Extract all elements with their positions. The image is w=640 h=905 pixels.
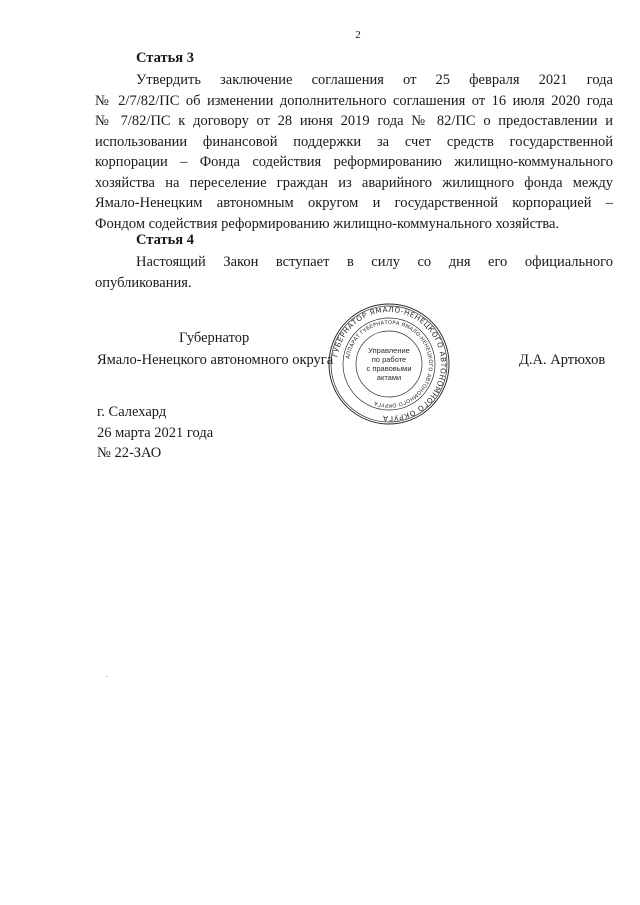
date: 26 марта 2021 года xyxy=(97,424,214,441)
article-4-line: опубликования. xyxy=(95,274,192,291)
article-3-text xyxy=(95,70,613,234)
place-date-block xyxy=(97,402,213,464)
seal-outer-text: ГУБЕРНАТОР ЯМАЛО-НЕНЕЦКОГО АВТОНОМНОГО ОКРУГА xyxy=(330,304,449,424)
signature-region: Ямало-Ненецкого автономного округа xyxy=(97,352,334,368)
signature-name: Д.А. Артюхов xyxy=(519,352,606,368)
article-4-title: Статья 4 xyxy=(136,232,194,248)
seal-center-line: Управление xyxy=(368,346,410,355)
article-3-line: использовании финансовой поддержки за счет средств государственной xyxy=(95,133,613,150)
seal-center-line: с правовыми xyxy=(366,364,412,373)
seal-center-line: актами xyxy=(376,373,402,382)
article-3-line: № 2/7/82/ПС об изменении дополнительного соглашения от 16 июля 2020 года xyxy=(95,92,613,109)
article-3-title: Статья 3 xyxy=(136,50,194,66)
scan-speck xyxy=(106,676,107,677)
law-number: № 22-ЗАО xyxy=(97,445,162,461)
page-number: 2 xyxy=(355,29,361,41)
article-3-line: хозяйства на переселение граждан из аварийного жилищного фонда между xyxy=(95,174,613,191)
article-3-line: № 7/82/ПС к договору от 28 июня 2019 года № 82/ПС о предоставлении и xyxy=(95,113,613,129)
article-3-line: Фондом содействия реформированию жилищно-коммунального хозяйства. xyxy=(95,215,560,232)
article-4-line: Настоящий Закон вступает в силу со дня его официального xyxy=(136,254,613,270)
seal-center-line: по работе xyxy=(371,355,407,364)
article-3-line: корпорации – Фонда содействия реформированию жилищно-коммунального xyxy=(95,154,613,170)
signature-title: Губернатор xyxy=(179,330,250,346)
seal-inner-text: АППАРАТ ГУБЕРНАТОРА ЯМАЛО-НЕНЕЦКОГО АВТОНОМНОГО ОКРУГА xyxy=(345,319,434,409)
article-3-line: Утвердить заключение соглашения от 25 февраля 2021 года xyxy=(136,72,613,88)
city: г. Салехард xyxy=(97,404,167,420)
official-seal xyxy=(316,303,462,425)
article-3-line: Ямало-Ненецким автономным округом и государственной корпорацией – xyxy=(95,195,613,211)
article-4-text xyxy=(95,252,613,293)
